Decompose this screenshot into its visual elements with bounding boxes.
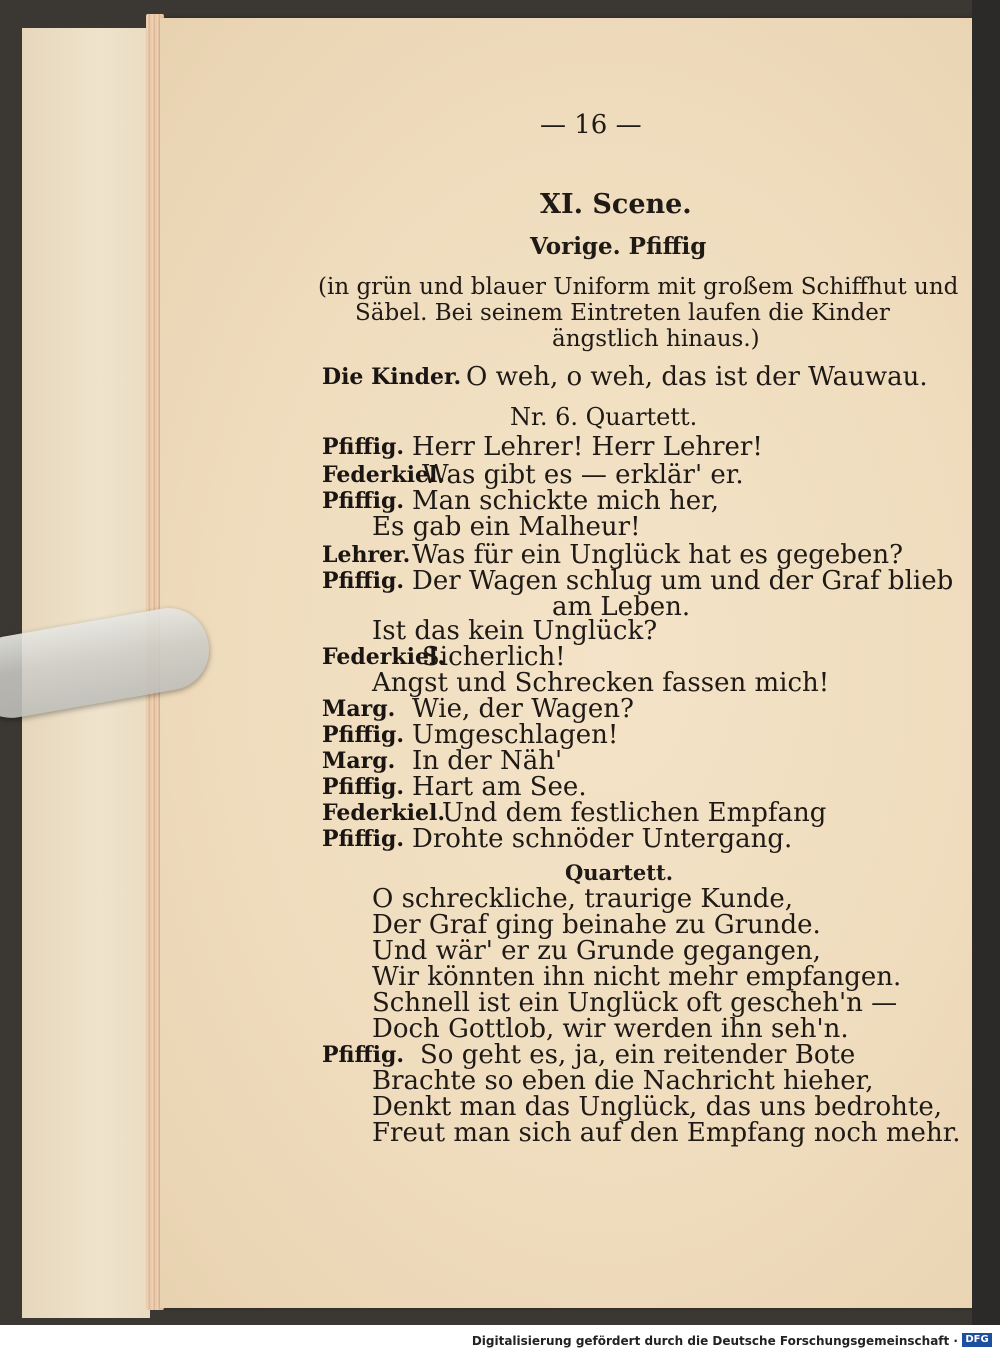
dialogue-line: Sicherlich! — [422, 642, 566, 672]
right-binding-strip — [972, 0, 1000, 1325]
dialogue-line: Umgeschlagen! — [412, 720, 619, 750]
speaker: Marg. — [322, 696, 396, 722]
stage-direction-line-1: (in grün und blauer Uniform mit großem Schiffhut und — [318, 274, 959, 300]
speaker: Pfiffig. — [322, 568, 404, 594]
speaker-kinder: Die Kinder. — [322, 364, 462, 390]
dialogue-line: Was gibt es — erklär' er. — [422, 460, 744, 490]
dialogue-line: Ist das kein Unglück? — [372, 616, 658, 646]
speaker: Pfiffig. — [322, 434, 404, 460]
cast-line: Vorige. Pfiffig — [530, 233, 707, 260]
stage-direction-line-2: Säbel. Bei seinem Eintreten laufen die Kinder — [355, 300, 890, 326]
kinder-text: O weh, o weh, das ist der Wauwau. — [466, 362, 928, 392]
quartett-line: Wir könnten ihn nicht mehr empfangen. — [372, 962, 902, 992]
dialogue-line: In der Näh' — [412, 746, 563, 776]
final-line: Denkt man das Unglück, das uns bedrohte, — [372, 1092, 943, 1122]
speaker: Federkiel. — [322, 644, 445, 670]
dialogue-line: Wie, der Wagen? — [412, 694, 634, 724]
page-number: — 16 — — [540, 110, 642, 140]
dfg-logo: DFG — [962, 1333, 992, 1347]
quartett-line: Der Graf ging beinahe zu Grunde. — [372, 910, 821, 940]
final-line: Brachte so eben die Nachricht hieher, — [372, 1066, 874, 1096]
dialogue-line: Angst und Schrecken fassen mich! — [372, 668, 830, 698]
final-line: So geht es, ja, ein reitender Bote — [420, 1040, 856, 1070]
quartett-line: Und wär' er zu Grunde gegangen, — [372, 936, 821, 966]
footer-bar — [0, 1325, 1000, 1357]
dialogue-line: Der Wagen schlug um und der Graf blieb — [412, 566, 954, 596]
dialogue-line: Hart am See. — [412, 772, 587, 802]
speaker: Pfiffig. — [322, 722, 404, 748]
speaker: Lehrer. — [322, 542, 411, 568]
dialogue-line: Was für ein Unglück hat es gegeben? — [412, 540, 904, 570]
speaker: Marg. — [322, 748, 396, 774]
stage-direction-line-3: ängstlich hinaus.) — [552, 326, 760, 352]
speaker: Federkiel. — [322, 462, 445, 488]
dialogue-line: Und dem festlichen Empfang — [442, 798, 827, 828]
speaker: Pfiffig. — [322, 488, 404, 514]
dialogue-line: Es gab ein Malheur! — [372, 512, 641, 542]
number-heading: Nr. 6. Quartett. — [510, 403, 698, 431]
speaker: Federkiel. — [322, 800, 445, 826]
dialogue-line: am Leben. — [552, 592, 691, 622]
speaker: Pfiffig. — [322, 774, 404, 800]
final-line: Freut man sich auf den Empfang noch mehr. — [372, 1118, 961, 1148]
quartett-line: O schreckliche, traurige Kunde, — [372, 884, 794, 914]
footer-credit: Digitalisierung gefördert durch die Deutsche Forschungsgemeinschaft · — [471, 1334, 958, 1348]
quartett-heading: Quartett. — [565, 860, 674, 885]
dialogue-line: Drohte schnöder Untergang. — [412, 824, 793, 854]
speaker: Pfiffig. — [322, 826, 404, 852]
dialogue-line: Man schickte mich her, — [412, 486, 720, 516]
speaker: Pfiffig. — [322, 1042, 404, 1068]
dialogue-line: Herr Lehrer! Herr Lehrer! — [412, 432, 763, 462]
quartett-line: Schnell ist ein Unglück oft gescheh'n — — [372, 988, 898, 1018]
quartett-line: Doch Gottlob, wir werden ihn seh'n. — [372, 1014, 849, 1044]
scene-title: XI. Scene. — [540, 189, 692, 220]
